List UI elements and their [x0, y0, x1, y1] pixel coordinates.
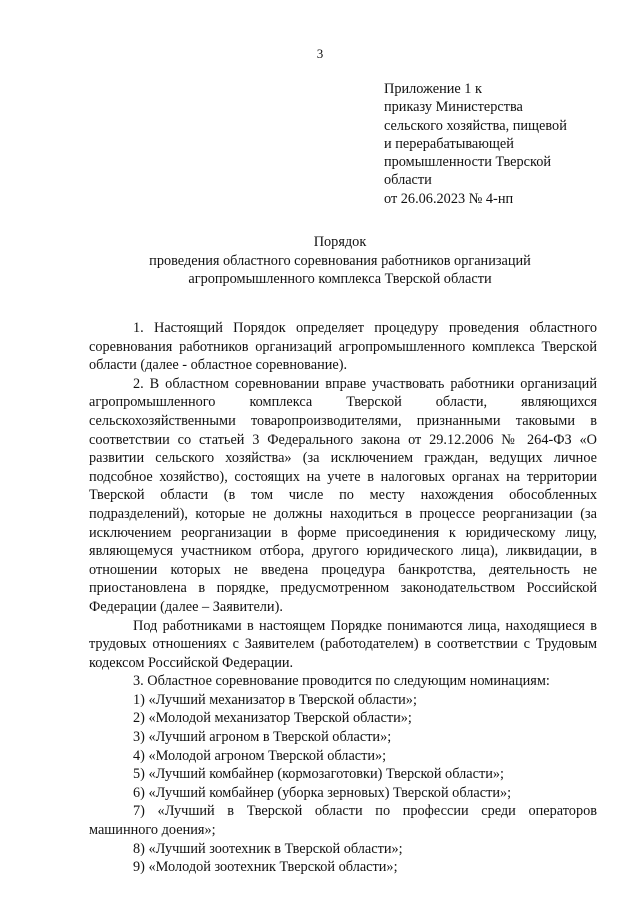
title-line: агропромышленного комплекса Тверской области [188, 271, 492, 287]
paragraph-2: 2. В областном соревновании вправе участвовать работники организаций агропромышленного комплекса Тверской области, являющихся сельскохозяйственными товаропроизводителями, признанными таковыми в соответствии со статьей 3 Федерального закона от 29.12.2006 № 264-ФЗ «О развитии сельского хозяйства» (за исключением граждан, ведущих личное подсобное хозяйство), состоящих на учете в налоговых органах на территории Тверской области (в том числе по месту нахождения обособленных подразделений), которые не должны находиться в процессе реорганизации (за исключением реорганизации в форме присоединения к юридическому лицу, являющемуся участником отбора, другого юридического лица), ликвидации, в отношении которых не введена процедура банкротства, деятельность не приостановлена в порядке, предусмотренном законодательством Российской Федерации (далее – Заявители). [89, 375, 597, 615]
appendix-line: Приложение 1 к [384, 81, 482, 97]
appendix-line: промышленности Тверской [384, 154, 551, 171]
appendix-line: области [384, 172, 432, 189]
title-line: проведения областного соревнования работников организаций [149, 252, 531, 269]
paragraph-3: 3. Областное соревнование проводится по следующим номинациям: [133, 673, 550, 690]
document-title [60, 233, 620, 289]
nomination-item: 7) «Лучший в Тверской области по профессии среди операторов машинного доения»; [89, 803, 597, 839]
nomination-item: 2) «Молодой механизатор Тверской области»; [133, 710, 412, 727]
appendix-line: приказу Министерства [384, 99, 523, 116]
nomination-item: 3) «Лучший агроном в Тверской области»; [133, 729, 392, 746]
page-number: 3 [316, 46, 324, 61]
appendix-line: сельского хозяйства, пищевой [384, 117, 567, 134]
appendix-date-line: от 26.06.2023 № 4-нп [384, 190, 514, 207]
nomination-item: 9) «Молодой зоотехник Тверской области»; [133, 859, 398, 876]
paragraph-workers: Под работниками в настоящем Порядке понимаются лица, находящиеся в трудовых отношениях с Заявителем (работодателем) в соответствии с Трудовым кодексом Российской Федерации. [89, 617, 597, 671]
title-line: Порядок [313, 234, 367, 250]
appendix-header [384, 80, 614, 208]
nomination-item: 5) «Лучший комбайнер (кормозаготовки) Тверской области»; [133, 766, 504, 783]
nomination-item: 8) «Лучший зоотехник в Тверской области»; [133, 840, 403, 857]
appendix-line: и перерабатывающей [384, 135, 514, 152]
nomination-item: 6) «Лучший комбайнер (уборка зерновых) Тверской области»; [133, 784, 512, 801]
nomination-item: 4) «Молодой агроном Тверской области»; [133, 747, 387, 764]
nomination-item: 1) «Лучший механизатор в Тверской области»; [133, 691, 417, 708]
document-body [89, 319, 597, 877]
paragraph-1: 1. Настоящий Порядок определяет процедуру проведения областного соревнования работников организаций агропромышленного комплекса Тверской области (далее - областное соревнование). [89, 320, 597, 374]
